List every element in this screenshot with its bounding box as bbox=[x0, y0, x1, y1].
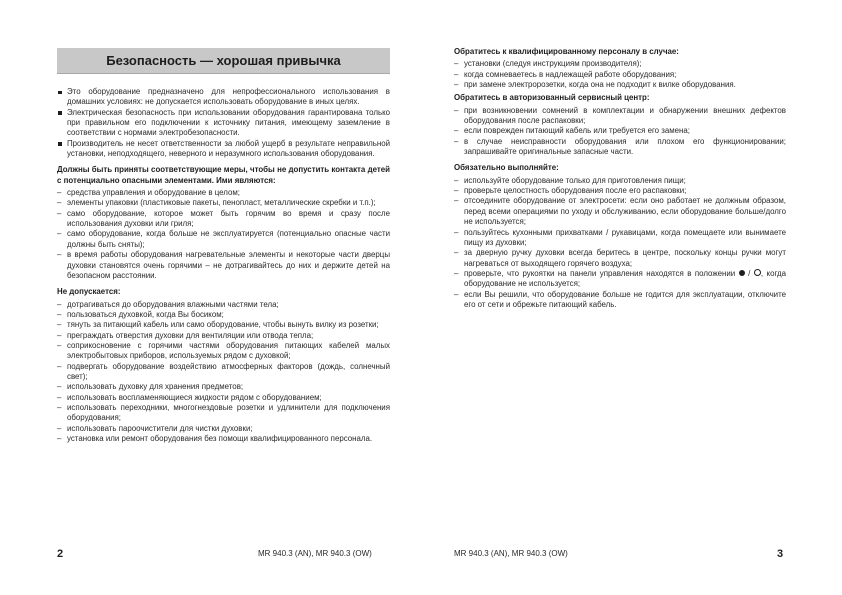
not-allowed-item: – установка или ремонт оборудования без помощи квалифицированного персонала. bbox=[57, 434, 373, 443]
left-column bbox=[57, 87, 390, 447]
mandatory-heading: Обязательно выполняйте: bbox=[454, 163, 559, 173]
precautions-heading: Должны быть приняты соответствующие меры, чтобы не допустить контакта детей с потенциально опасными элементами. Ими являются: bbox=[57, 165, 390, 185]
precaution-item: – средства управления и оборудование в целом; bbox=[57, 188, 240, 198]
page-number: 3 bbox=[777, 548, 784, 560]
not-allowed-item: – соприкосновение с горячими частями оборудования питающих кабелей малых электробытовых приборов, используемых рядом с духовкой; bbox=[57, 340, 390, 361]
not-allowed-item: – подвергать оборудование воздействию атмосферных факторов (дождь, солнечный свет); bbox=[57, 361, 390, 381]
mandatory-item: – проверьте целостность оборудования после его распаковки; bbox=[454, 186, 687, 196]
not-allowed-item: – преграждать отверстия духовки для вентиляции или отвода тепла; bbox=[57, 330, 314, 340]
intro-bullet: Производитель не несет ответственности за любой ущерб в результате неправильной установки, неподходящего, неверного и неразумного использования оборудования. bbox=[57, 139, 390, 160]
qualified-item: – при замене электророзетки, когда она не подходит к вилке оборудования. bbox=[454, 80, 736, 90]
mandatory-item: – если Вы решили, что оборудование больше не годится для эксплуатации, отключите его от сети и обрежьте питающий кабель. bbox=[454, 289, 786, 309]
precaution-item: – само оборудование, когда больше не эксплуатируется (потенциально опасные части должны быть сняты); bbox=[57, 229, 390, 249]
qualified-heading: Обратитесь к квалифицированному персоналу в случае: bbox=[454, 47, 679, 56]
model-label: MR 940.3 (AN), MR 940.3 (OW) bbox=[258, 549, 372, 558]
not-allowed-item: – использовать духовку для хранения предметов; bbox=[57, 382, 244, 392]
intro-bullets bbox=[57, 87, 390, 159]
service-item: – в случае неисправности оборудования или плохом его функционировании; запрашивайте оригинальные запасные части. bbox=[454, 136, 786, 157]
model-label: MR 940.3 (AN), MR 940.3 (OW) bbox=[454, 549, 568, 558]
qualified-item: – установки (следуя инструкциям производителя); bbox=[454, 59, 642, 69]
mandatory-item: – пользуйтесь кухонными прихватками / рукавицами, когда помещаете или вынимаете пищу из духовки; bbox=[454, 227, 786, 247]
mandatory-list bbox=[454, 176, 786, 310]
precaution-item: – само оборудование, которое может быть горячим во время и сразу после использования духовки или гриля; bbox=[57, 208, 390, 229]
not-allowed-item: – пользоваться духовкой, когда Вы босиком; bbox=[57, 309, 224, 319]
mandatory-item-knobs: – проверьте, что рукоятки на панели управления находятся в положении / , когда оборудование не используется; bbox=[454, 268, 786, 289]
section-banner bbox=[57, 48, 390, 74]
knob-off-hollow-icon bbox=[754, 269, 761, 276]
precautions-list bbox=[57, 188, 390, 281]
section-title: Безопасность — хорошая привычка bbox=[106, 53, 341, 68]
not-allowed-item: – тянуть за питающий кабель или само оборудование, чтобы вынуть вилку из розетки; bbox=[57, 320, 379, 330]
service-list bbox=[454, 106, 786, 158]
right-column bbox=[454, 45, 786, 313]
service-heading: Обратитесь в авторизованный сервисный центр: bbox=[454, 93, 650, 103]
service-item: – при возникновении сомнений в комплектации и обнаружении внешних дефектов оборудования после распаковки; bbox=[454, 105, 786, 126]
right-page bbox=[421, 0, 842, 595]
not-allowed-item: – дотрагиваться до оборудования влажными частями тела; bbox=[57, 299, 279, 309]
mandatory-item: – за дверную ручку духовки всегда беритесь в центре, поскольку концы ручки могут нагреваться от выходящего горячего воздуха; bbox=[454, 248, 786, 268]
precaution-item: – элементы упаковки (пластиковые пакеты, пенопласт, металлические скребки и т.п.); bbox=[57, 198, 376, 208]
intro-bullet: Электрическая безопасность при использовании оборудования гарантирована только при правильном его подключении к источнику питания, имеющему заземление в соответствии с нормами электробезопасности. bbox=[57, 108, 390, 139]
not-allowed-item: – использовать воспламеняющиеся жидкости рядом с оборудованием; bbox=[57, 392, 322, 402]
page-number: 2 bbox=[57, 548, 64, 560]
mandatory-item: – отсоедините оборудование от электросети: если оно работает не должным образом, перед всеми операциями по уходу и обслуживанию, если оборудование больше/долго не используется; bbox=[454, 196, 786, 227]
qualified-list bbox=[454, 59, 786, 90]
precaution-item: – в время работы оборудования нагревательные элементы и некоторые части дверцы духовки становятся очень горячими – не дотрагивайтесь до них и держите детей на безопасном расстоянии. bbox=[57, 250, 390, 280]
not-allowed-list bbox=[57, 300, 390, 445]
not-allowed-item: – использовать пароочистители для чистки духовки; bbox=[57, 423, 253, 433]
not-allowed-item: – использовать переходники, многогнездовые розетки и удлинители для подключения оборудования; bbox=[57, 402, 390, 423]
knob-off-filled-icon bbox=[739, 270, 745, 276]
mandatory-item: – используйте оборудование только для приготовления пищи; bbox=[454, 175, 686, 185]
not-allowed-heading: Не допускается: bbox=[57, 287, 121, 297]
intro-bullet: Это оборудование предназначено для непрофессионального использования в домашних условиях: не допускается использовать оборудование в иных целях. bbox=[57, 87, 390, 108]
qualified-item: – когда сомневаетесь в надлежащей работе оборудования; bbox=[454, 69, 677, 79]
service-item: – если поврежден питающий кабель или требуется его замена; bbox=[454, 126, 690, 136]
